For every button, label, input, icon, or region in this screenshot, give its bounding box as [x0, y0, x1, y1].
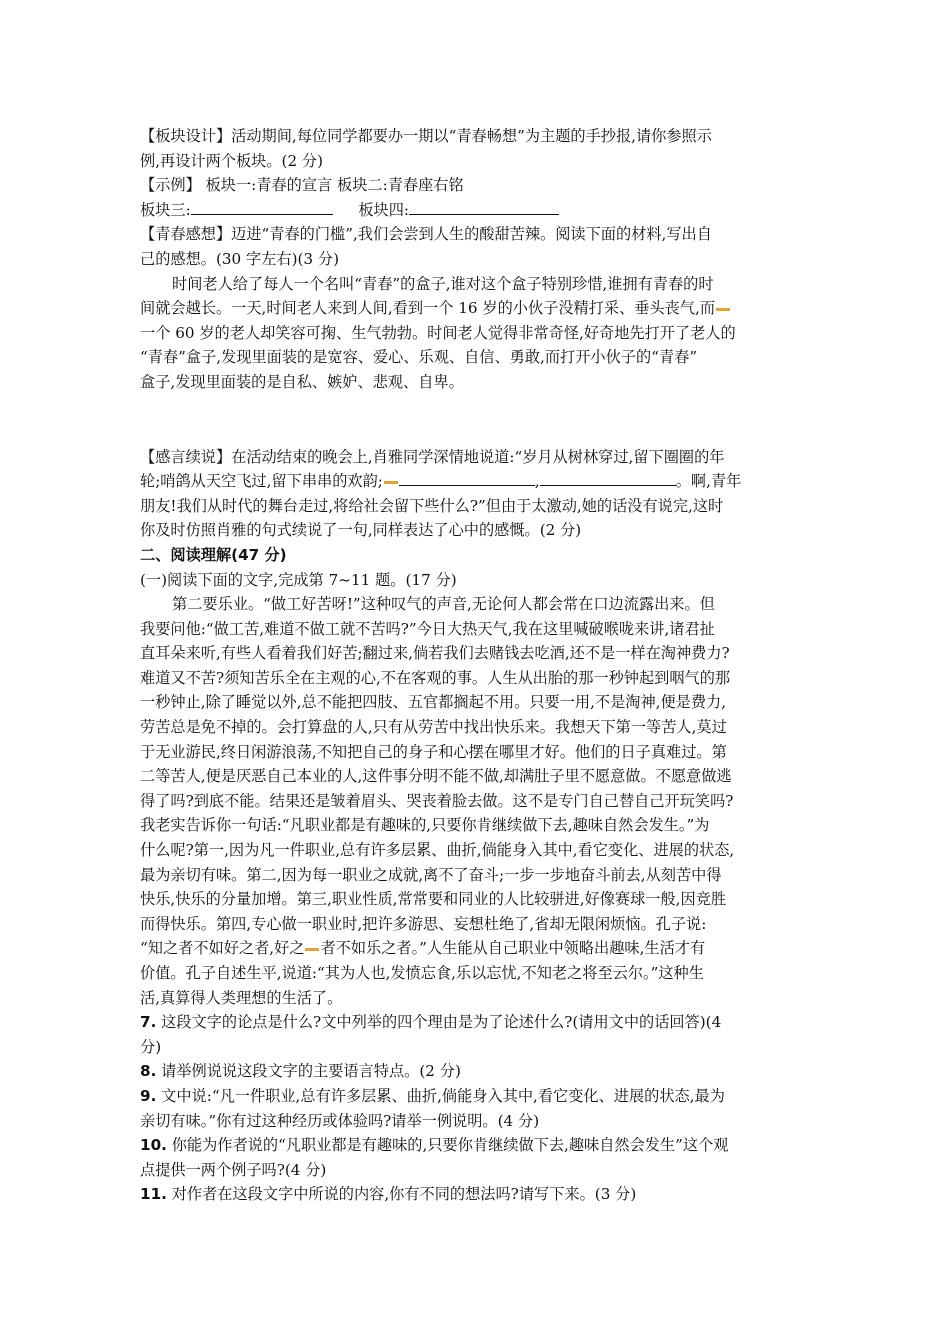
example-line: 【示例】 板块一:青春的宣言 板块二:青春座右铭 [140, 176, 464, 195]
story-line-2 [140, 296, 812, 321]
highlight-mark [384, 481, 398, 484]
passage-line-6: 劳苦总是免不掉的。会打算盘的人,只有从劳苦中找出快乐来。我想天下第一等苦人,莫过 [140, 718, 727, 737]
continue-line-2 [140, 469, 812, 494]
feeling-line-1: 【青春感想】迈进“青春的门槛”,我们会尝到人生的酸甜苦辣。阅读下面的材料,写出自 [140, 225, 712, 244]
passage-line-17: 活,真算得人类理想的生活了。 [140, 988, 343, 1007]
exam-page [140, 124, 812, 1207]
passage-line-8: 二等苦人,便是厌恶自己本业的人,这件事分明不能不做,却满肚子里不愿意做。不愿意做逃 [140, 767, 732, 786]
passage-line-1: 第二要乐业。“做工好苦呀!”这种叹气的声音,无论何人都会常在口边流露出来。但 [172, 595, 715, 614]
continue-blank-2[interactable] [540, 470, 676, 486]
story-line-3: 一个 60 岁的老人却笑容可掬、生气勃勃。时间老人觉得非常奇怪,好奇地先打开了老人的 [140, 323, 736, 342]
passage-line-13: 快乐,快乐的分量加增。第三,职业性质,常常要和同业的人比较骈进,好像赛球一般,因竞胜 [140, 890, 727, 909]
question-7-number: 7. [140, 1013, 157, 1032]
question-8-text: 请举例说说这段文字的主要语言特点。(2 分) [156, 1062, 461, 1081]
passage-line-16: 价值。孔子自述生平,说道:“其为人也,发愤忘食,乐以忘忧,不知老之将至云尔。”这种生 [140, 964, 704, 982]
question-11-number: 11. [140, 1185, 167, 1204]
question-10-text: 你能为作者说的“凡职业都是有趣味的,只要你肯继续做下去,趣味自然会发生”这个观 [166, 1136, 729, 1155]
continue-line-1: 【感言续说】在活动结束的晚会上,肖雅同学深情地说道:“岁月从树林穿过,留下圈圈的年 [140, 447, 725, 466]
highlight-mark [716, 308, 730, 311]
question-11 [140, 1182, 812, 1207]
question-9-line-2: 亲切有味。”你有过这种经历或体验吗?请举一例说明。(4 分) [140, 1111, 540, 1130]
passage-line-15 [140, 936, 812, 961]
board3-blank[interactable] [191, 199, 333, 215]
board-design-line-1: 【板块设计】活动期间,每位同学都要办一期以“青春畅想”为主题的手抄报,请你参照示 [140, 127, 712, 145]
board3-label: 板块三: [140, 200, 191, 219]
continue-text-c: 。啊,青年 [675, 472, 742, 491]
question-10-number: 10. [140, 1136, 167, 1155]
continue-line-4: 你及时仿照肖雅的句式续说了一句,同样表达了心中的感慨。(2 分) [140, 521, 582, 540]
question-7-line-2: 分) [140, 1037, 162, 1056]
passage-line-15-a: “知之者不如好之者,好之 [140, 939, 305, 958]
continue-line-3: 朋友!我们从时代的舞台走过,将给社会留下些什么?”但由于太激动,她的话没有说完,这时 [140, 496, 724, 515]
passage-line-11: 什么呢?第一,因为凡一件职业,总有许多层累、曲折,倘能身入其中,看它变化、进展的状态, [140, 841, 735, 860]
feeling-line-2: 己的感想。(30 字左右)(3 分) [140, 249, 340, 268]
passage-line-10: 我老实告诉你一句话:“凡职业都是有趣味的,只要你肯继续做下去,趣味自然会发生。”为 [140, 816, 710, 835]
question-8 [140, 1059, 812, 1084]
passage-line-9: 得了吗?到底不能。结果还是皱着眉头、哭丧着脸去做。这不是专门自己替自己开玩笑吗? [140, 791, 734, 810]
question-8-number: 8. [140, 1062, 157, 1081]
question-9-text: 文中说:“凡一件职业,总有许多层累、曲折,倘能身入其中,看它变化、进展的状态,最为 [156, 1086, 725, 1105]
continue-blank-1[interactable] [399, 470, 535, 486]
section-heading: 二、阅读理解(47 分) [140, 545, 287, 564]
story-line-4: “青春”盒子,发现里面装的是宽容、爱心、乐观、自信、勇敢,而打开小伙子的“青春” [140, 348, 698, 367]
passage-line-15-b: 者不如乐之者。”人生能从自己职业中领略出趣味,生活才有 [320, 939, 706, 958]
passage-line-5: 一秒钟止,除了睡觉以外,总不能把四肢、五官都搁起不用。只要一用,不是淘神,便是费力, [140, 693, 727, 712]
question-10-line-1 [140, 1133, 812, 1158]
highlight-mark [305, 948, 319, 951]
board-design-line-2: 例,再设计两个板块。(2 分) [140, 151, 324, 170]
board4-label: 板块四: [358, 200, 410, 219]
question-7-text: 这段文字的论点是什么?文中列举的四个理由是为了论述什么?(请用文中的话回答)(4 [156, 1013, 722, 1032]
question-11-text: 对作者在这段文字中所说的内容,你有不同的想法吗?请写下来。(3 分) [166, 1185, 637, 1204]
question-9-number: 9. [140, 1086, 157, 1105]
passage-line-12: 最为亲切有味。第二,因为每一职业之成就,离不了奋斗;一步一步地奋斗前去,从刻苦中得 [140, 865, 722, 884]
board4-blank[interactable] [409, 199, 559, 215]
question-7-line-1 [140, 1010, 812, 1035]
continue-text-a: 轮;哨鸽从天空飞过,留下串串的欢韵; [140, 472, 383, 491]
question-10-line-2: 点提供一两个例子吗?(4 分) [140, 1160, 327, 1179]
question-9-line-1 [140, 1084, 812, 1109]
sub-heading: (一)阅读下面的文字,完成第 7~11 题。(17 分) [140, 570, 457, 589]
story-line-1: 时间老人给了每人一个名叫“青春”的盒子,谁对这个盒子特别珍惜,谁拥有青春的时 [172, 274, 714, 293]
story-line-2-text: 间就会越长。一天,时间老人来到人间,看到一个 16 岁的小伙子没精打采、垂头丧气,而 [140, 299, 716, 318]
passage-line-4: 难道又不苦?须知苦乐全在主观的心,不在客观的事。人生从出胎的那一秒钟起到咽气的那 [140, 668, 731, 687]
passage-line-2: 我要问他:“做工苦,难道不做工就不苦吗?”今日大热天气,我在这里喊破喉咙来讲,诸君扯 [140, 619, 715, 638]
story-line-5: 盒子,发现里面装的是自私、嫉妒、悲观、自卑。 [140, 372, 464, 391]
passage-line-7: 于无业游民,终日闲游浪荡,不知把自己的身子和心摆在哪里才好。他们的日子真难过。第 [140, 742, 727, 761]
board-answer-line [140, 198, 812, 223]
continue-comma: , [534, 472, 540, 491]
passage-line-14: 而得快乐。第四,专心做一职业时,把许多游思、妄想杜绝了,省却无限闲烦恼。孔子说: [140, 914, 707, 933]
passage-line-3: 直耳朵来听,有些人看着我们好苦;翻过来,倘若我们去赌钱去吃酒,还不是一样在淘神费力? [140, 644, 730, 663]
